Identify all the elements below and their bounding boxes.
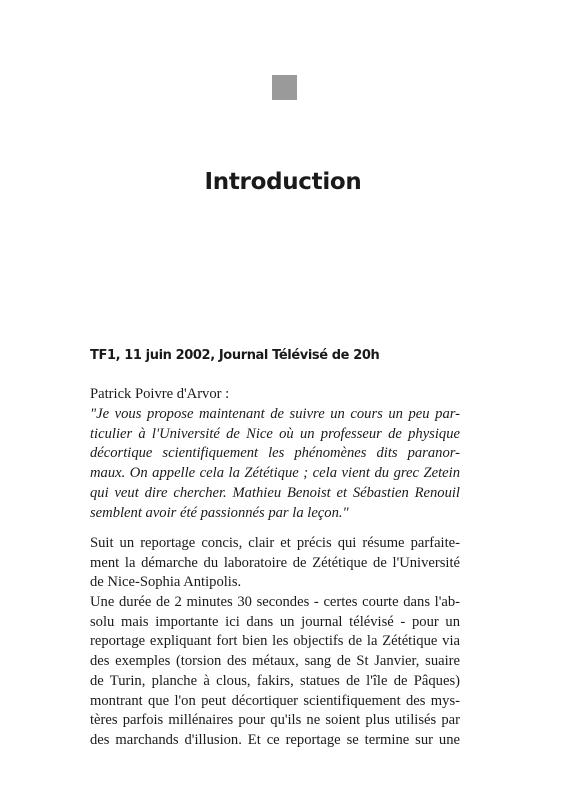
paragraph-line: ment la démarche du laboratoire de Zététique de l'Université xyxy=(90,554,460,571)
speaker-line: Patrick Poivre d'Arvor : xyxy=(90,386,230,402)
quote-line: semblent avoir été passionnés par la leçon." xyxy=(90,504,349,521)
paragraph-line: reportage expliquant fort bien les objectifs de la Zététique via xyxy=(90,633,460,650)
paragraph-line: des marchands d'illusion. Et ce reportage se termine sur une xyxy=(90,731,460,748)
paragraph-line: de Nice-Sophia Antipolis. xyxy=(90,574,242,591)
quote-line: décortique scientifiquement les phénomènes dits paranor- xyxy=(90,445,460,462)
quote-line: qui veut dire chercher. Mathieu Benoist et Sébastien Renouil xyxy=(90,484,460,501)
paragraph-line: de Turin, planche à clous, fakirs, statues de l'île de Pâques) xyxy=(90,672,460,689)
quote-line: "Je vous propose maintenant de suivre un cours un peu par- xyxy=(90,406,460,422)
section-heading: TF1, 11 juin 2002, Journal Télévisé de 20h xyxy=(90,348,380,363)
paragraph-1 xyxy=(90,534,460,593)
paragraph-line: des exemples (torsion des métaux, sang de St Janvier, suaire xyxy=(90,653,460,670)
paragraph-line: tères parfois millénaires pour qu'ils ne soient plus utilisés par xyxy=(90,712,460,729)
quote-line: ticulier à l'Université de Nice où un professeur de physique xyxy=(90,425,460,442)
paragraph-line: solu mais importante ici dans un journal télévisé - pour un xyxy=(90,613,460,630)
chapter-marker-square xyxy=(272,75,297,100)
quote-line: maux. On appelle cela la Zététique ; cela vient du grec Zetein xyxy=(90,465,460,482)
paragraph-line: Une durée de 2 minutes 30 secondes - certes courte dans l'ab- xyxy=(90,594,460,610)
quote-block xyxy=(90,405,460,523)
paragraph-2 xyxy=(90,593,460,751)
chapter-title: Introduction xyxy=(204,169,362,195)
paragraph-line: Suit un reportage concis, clair et précis qui résume parfaite- xyxy=(90,535,460,551)
paragraph-line: montrant que l'on peut décortiquer scientifiquement des mys- xyxy=(90,692,460,709)
